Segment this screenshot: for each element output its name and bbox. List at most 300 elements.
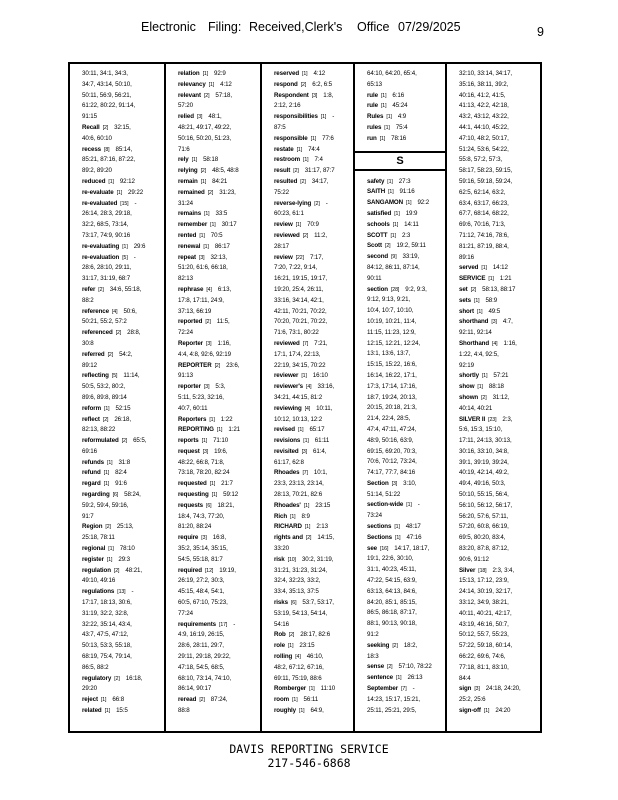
index-page-refs: 23:15 [299, 642, 315, 650]
index-page-refs: 61:11 [314, 437, 330, 445]
occurrence-count: [3] [301, 448, 308, 455]
index-entry [274, 598, 350, 609]
occurrence-count: [1] [406, 502, 412, 509]
index-word: relevant [178, 91, 201, 99]
occurrence-count: [2] [392, 642, 398, 649]
index-page-refs: 48:21, [125, 566, 142, 574]
occurrence-count: [1] [395, 534, 401, 541]
index-page-refs: 4:12 [313, 70, 326, 77]
index-word: responsibilities [274, 113, 318, 121]
index-page-refs: 11:2, [314, 231, 327, 239]
index-page-refs: 44:1, 44:10, 45:22, [459, 123, 509, 131]
index-entry [274, 706, 350, 717]
index-page-refs: 18:21, [217, 501, 235, 509]
index-page-refs: 57:21 [493, 372, 509, 380]
index-word: remain [178, 177, 198, 185]
index-page-refs: 49:4, 49:16, 50:3, [459, 480, 506, 488]
index-entry [178, 80, 257, 91]
index-entry [367, 673, 442, 684]
occurrence-count: [3] [491, 319, 497, 326]
index-page-refs: 61:22, 80:22, 91:14, [82, 102, 136, 110]
occurrence-count: [2] [314, 200, 320, 207]
index-page-refs: 55:8, 57:2, 57:3, [459, 156, 503, 164]
index-entry [178, 166, 257, 177]
index-page-refs: 59:12 [223, 491, 239, 499]
index-page-refs: 15:15, 15:22, 16:6, [367, 361, 417, 369]
index-page-refs: 45:24 [392, 102, 408, 110]
index-entry [274, 91, 350, 102]
occurrence-count: [1] [106, 556, 113, 563]
index-page-refs: 30:16, 33:10, 34:8, [459, 447, 509, 455]
index-page-refs: 2:3, 3:4, [492, 566, 514, 574]
index-entry [274, 684, 350, 695]
occurrence-count: [1] [476, 308, 483, 315]
index-page-refs: 9:2, 9:3, [405, 285, 427, 293]
index-page-refs: 40:19, 42:14, 49:2, [459, 469, 509, 477]
index-page-refs: 16:10 [312, 372, 328, 380]
index-entry [82, 695, 161, 706]
index-entry [367, 209, 442, 220]
index-page-refs: - [332, 113, 335, 121]
index-page-refs: 17:1, 17:4, 22:13, [274, 350, 321, 358]
index-page-refs: 60:23, 61:1 [274, 210, 304, 218]
index-page-refs: 10:11, [316, 404, 333, 412]
index-page-refs: 82:13, 88:22 [82, 426, 116, 434]
occurrence-count: [1] [108, 178, 114, 185]
occurrence-count: [4] [206, 286, 212, 293]
occurrence-count: [1] [103, 481, 110, 488]
index-entry [82, 307, 161, 318]
index-page-refs: 58:17, 58:23, 59:15, [459, 167, 513, 175]
index-page-refs: 14:11 [404, 220, 419, 228]
index-page-refs: 56:11 [303, 696, 319, 704]
index-page-refs: 78:16 [391, 134, 407, 142]
index-page-refs: 19:19, [219, 566, 236, 574]
index-page-refs: 11:5, [216, 318, 230, 326]
index-entry [367, 662, 442, 673]
index-column-4 [355, 64, 447, 731]
index-page-refs: 91:15 [82, 113, 97, 121]
occurrence-count: [2] [300, 81, 307, 88]
occurrence-count: [6] [112, 492, 119, 499]
index-page-refs: 84:4 [459, 674, 471, 682]
index-page-refs: 91:6 [115, 480, 127, 488]
index-page-refs: 29:3 [118, 555, 131, 563]
index-page-refs: 33:20 [274, 545, 289, 553]
occurrence-count: [3] [311, 92, 318, 99]
occurrence-count: [23] [488, 416, 497, 423]
index-word: regional [82, 545, 106, 553]
index-word: re-evaluating [82, 242, 120, 250]
index-page-refs: 16:14, 16:22, 17:1, [367, 371, 417, 379]
index-page-refs: 31:19, 32:2, 32:8, [82, 609, 129, 617]
index-page-refs: 40:7, 60:11 [178, 404, 208, 412]
index-page-refs: 4:4, 4:8, 92:6, 92:19 [178, 350, 231, 358]
occurrence-count: [1] [287, 643, 294, 650]
occurrence-count: [1] [208, 81, 215, 88]
occurrence-count: [1] [309, 686, 315, 693]
index-entry [274, 468, 350, 479]
index-page-refs: 84:12, 86:11, 87:14, [367, 263, 420, 271]
index-entry [82, 587, 161, 598]
index-page-refs: 1:21 [499, 275, 512, 283]
index-entry [178, 209, 257, 220]
index-page-refs: 16:21, 19:15, 19:17, [274, 275, 328, 283]
index-page-refs: 50:16, 50:20, 51:23, [178, 134, 232, 142]
index-page-refs: 92:2 [417, 199, 430, 207]
index-page-refs: 46:10, [306, 653, 324, 661]
occurrence-count: [2] [214, 362, 221, 369]
index-entry [459, 371, 539, 382]
index-page-refs: 4:9, 16:19, 26:15, [178, 631, 225, 639]
index-page-refs: 7:17, [309, 253, 324, 261]
index-word: restate [274, 145, 294, 153]
occurrence-count: [2] [121, 438, 128, 445]
index-page-refs: 51:14, 51:22 [367, 490, 401, 498]
occurrence-count: [28] [390, 286, 400, 293]
index-word: remained [178, 188, 205, 196]
index-page-refs: 89:16 [459, 253, 474, 261]
index-entry [274, 199, 350, 210]
occurrence-count: [17] [219, 621, 228, 628]
occurrence-count: [6] [206, 502, 212, 509]
index-page-refs: 82:13 [178, 275, 193, 283]
occurrence-count: [3] [201, 535, 207, 542]
index-page-refs: 48:21, 49:17, 49:22, [178, 123, 232, 131]
index-word: show [459, 383, 475, 391]
index-entry [367, 101, 442, 112]
index-page-refs: 85:14, [115, 145, 133, 153]
occurrence-count: [6] [290, 600, 297, 607]
index-word: referenced [82, 329, 113, 337]
occurrence-count: [12] [204, 567, 214, 574]
index-page-refs: 32:15, [114, 123, 131, 131]
index-page-refs: 74:4 [308, 145, 320, 153]
index-entry [367, 177, 442, 188]
index-page-refs: 69:11, 75:19, 88:6 [274, 674, 322, 682]
index-entry [274, 436, 350, 447]
index-entry [178, 317, 257, 328]
occurrence-count: [1] [488, 276, 494, 283]
index-page-refs: 18:2, [403, 641, 418, 649]
index-page-refs: 57:18, [215, 91, 233, 99]
index-word: shown [459, 393, 479, 401]
occurrence-count: [1] [396, 675, 402, 682]
index-page-refs: - [412, 685, 415, 693]
index-word: rights and [274, 534, 303, 542]
index-entry [82, 404, 161, 415]
occurrence-count: [2] [203, 92, 210, 99]
index-word: section [367, 285, 388, 293]
index-page-refs: 58:18 [203, 156, 219, 164]
index-entry [178, 91, 257, 102]
occurrence-count: [3] [202, 448, 209, 455]
occurrence-count: [1] [108, 546, 114, 553]
index-entry [274, 80, 350, 91]
index-page-refs: - [134, 199, 137, 207]
occurrence-count: [3] [474, 686, 480, 693]
index-page-refs: 31:12, [492, 393, 510, 401]
index-page-refs: 40:16, 41:2, 41:5, [459, 91, 506, 99]
index-page-refs: 18:7, 19:24, 20:13, [367, 393, 417, 401]
index-page-refs: 81:21, 87:19, 88:4, [459, 242, 509, 250]
index-page-refs: 48:22, 66:8, 71:8, [178, 458, 225, 466]
occurrence-count: [1] [216, 427, 223, 434]
index-page-refs: 28:17, 82:6 [300, 631, 331, 639]
occurrence-count: [1] [199, 232, 205, 239]
occurrence-count: [2] [200, 168, 207, 175]
index-page-refs: 5:11, 5:23, 32:16, [178, 393, 224, 401]
index-word: reporter [178, 383, 201, 391]
index-entry [274, 145, 350, 156]
occurrence-count: [2] [102, 416, 109, 423]
index-entry [274, 177, 350, 188]
index-entry [178, 695, 257, 706]
index-word: Rules [367, 113, 384, 121]
index-word: re-evaluated [82, 199, 118, 207]
occurrence-count: [1] [210, 222, 216, 229]
index-word: renewal [178, 242, 201, 250]
index-word: REPORTING [178, 426, 214, 434]
index-entry [178, 490, 257, 501]
index-page-refs: 3:10, [403, 479, 417, 487]
index-page-refs: 59:16, 59:18, 59:24, [459, 177, 513, 185]
index-entry [459, 393, 539, 404]
index-page-refs: 49:10, 49:16 [82, 577, 116, 585]
index-entry [82, 371, 161, 382]
index-word: satisfied [367, 209, 392, 217]
index-word: run [367, 134, 377, 142]
index-page-refs: 70:5 [210, 231, 223, 239]
index-page-refs: 57:20, 60:8, 66:19, [459, 523, 509, 531]
index-word: room [274, 696, 290, 704]
index-word: reports [178, 437, 199, 445]
index-page-refs: 85:21, 87:16, 87:22, [82, 156, 136, 164]
index-page-refs: 89:6, 89:8, 89:14 [82, 393, 127, 401]
index-entry [82, 490, 161, 501]
index-word: SAITH [367, 188, 386, 196]
occurrence-count: [3] [198, 254, 205, 261]
index-column-1 [70, 64, 166, 731]
index-page-refs: 91:13 [178, 372, 193, 380]
index-page-refs: 48:2, 67:12, 67:16, [274, 663, 324, 671]
occurrence-count: [1] [290, 513, 296, 520]
index-word: Reporter [178, 339, 203, 347]
index-entry [82, 350, 161, 361]
index-column-5 [447, 64, 542, 731]
index-entry [459, 706, 539, 717]
index-entry [274, 404, 350, 415]
index-word: shorthand [459, 318, 489, 326]
index-page-refs: 71:12, 74:16, 78:6, [459, 231, 509, 239]
index-page-refs: 10:19, 10:21, 11:4, [367, 317, 417, 325]
index-entry [459, 415, 539, 426]
index-word: reflect [82, 415, 100, 423]
index-page-refs: 50:5, 53:2, 80:2, [82, 383, 126, 391]
index-entry [274, 447, 350, 458]
index-entry [367, 112, 442, 123]
occurrence-count: [1] [107, 459, 113, 466]
index-page-refs: 17:17, 18:13, 30:6, [82, 599, 132, 607]
index-entry [178, 155, 257, 166]
index-page-refs: 37:13, 66:19 [178, 307, 212, 315]
index-page-refs: 87:5 [274, 123, 286, 131]
occurrence-count: [3] [391, 480, 398, 487]
index-page-refs: 21:7 [221, 480, 233, 488]
index-entry [82, 242, 161, 253]
index-word: risks [274, 599, 288, 607]
index-word: reform [82, 404, 101, 412]
index-page-refs: 48:1, [208, 113, 222, 121]
index-entry [274, 382, 350, 393]
index-word: roughly [274, 707, 296, 715]
index-page-refs: 53:7, 53:17, [302, 599, 334, 607]
index-word: required [178, 566, 202, 574]
index-page-refs: 73:24 [367, 512, 382, 520]
index-entry [178, 382, 257, 393]
index-word: refunds [82, 458, 104, 466]
index-word: revisions [274, 437, 301, 445]
index-word: related [82, 707, 102, 715]
index-page-refs: 29:20 [82, 685, 97, 693]
index-page-refs: 81:20, 88:24 [178, 523, 212, 531]
index-page-refs: 17:11, 24:13, 30:13, [459, 437, 512, 445]
filing-header [0, 20, 618, 40]
index-page-refs: 20:15, 20:18, 21:3, [367, 404, 417, 412]
occurrence-count: [2] [207, 189, 214, 196]
index-entry [459, 684, 539, 695]
index-page-refs: 58:13, 88:17 [482, 285, 516, 293]
index-page-refs: 15:13, 17:12, 23:9, [459, 577, 509, 585]
index-page-refs: 84:21 [212, 177, 228, 185]
index-word: register [82, 555, 104, 563]
index-page-refs: 19:1, 22:6, 30:10, [367, 555, 414, 563]
index-word: regarding [82, 491, 110, 499]
index-word: reserved [274, 70, 300, 77]
index-page-refs: 43:7, 47:5, 47:12, [82, 631, 129, 639]
index-word: reflecting [82, 372, 109, 380]
index-page-refs: 39:1, 39:19, 39:24, [459, 458, 509, 466]
header-filing: Filing: [208, 20, 242, 34]
index-page-refs: 65:13 [367, 80, 382, 88]
index-page-refs: 34:21, 44:15, 81:2 [274, 393, 323, 401]
index-word: reviewed [274, 231, 300, 239]
index-page-refs: 91:16 [399, 188, 415, 196]
index-page-refs: 14:12 [492, 264, 508, 272]
index-entry [178, 415, 257, 426]
occurrence-count: [3] [206, 340, 212, 347]
index-page-refs: 61:4, [313, 447, 327, 455]
index-page-refs: 26:18, [114, 415, 131, 423]
footer-service-name: DAVIS REPORTING SERVICE [229, 742, 389, 756]
index-word: reformulated [82, 437, 119, 445]
index-page-refs: - [417, 501, 420, 509]
index-entry [178, 361, 257, 372]
occurrence-count: [1] [100, 697, 107, 704]
index-word: regard [82, 480, 101, 488]
index-page-refs: 30:11, 34:1, 34:3, [82, 70, 128, 77]
index-entry [274, 155, 350, 166]
index-word: Recall [82, 123, 100, 131]
index-page-refs: 34:17, [311, 177, 329, 185]
index-word: Silver [459, 566, 476, 574]
index-page-refs: 64:9, [310, 707, 324, 715]
occurrence-count: [5] [111, 373, 118, 380]
index-page-refs: 26:14, 28:3, 29:18, [82, 210, 132, 218]
header-electronic: Electronic [141, 20, 196, 34]
index-word: request [178, 447, 200, 455]
index-page-refs: 52:15 [115, 404, 131, 412]
index-page-refs: 2:3 [401, 231, 411, 239]
index-page-refs: 23:3, 23:13, 23:14, [274, 480, 324, 488]
index-word: refund [82, 469, 101, 477]
index-page-refs: 50:6, [123, 307, 137, 315]
occurrence-count: [2] [114, 675, 120, 682]
occurrence-count: [4] [304, 405, 311, 412]
index-entry [178, 533, 257, 544]
index-entry [178, 220, 257, 231]
index-word: role [274, 642, 285, 650]
index-word: reference [82, 307, 109, 315]
index-page-refs: - [325, 199, 328, 207]
index-word: re-evaluate [82, 188, 114, 196]
occurrence-count: [1] [104, 708, 111, 715]
index-page-refs: 54:5, 55:18, 81:7 [178, 555, 223, 563]
index-page-refs: 14:17, 18:17, [394, 544, 430, 552]
occurrence-count: [1] [204, 211, 210, 218]
header-office: Office [357, 20, 390, 34]
index-word: reviewing [274, 404, 302, 412]
index-page-refs: 83:20, 87:8, 87:12, [459, 545, 509, 553]
occurrence-count: [1] [477, 384, 483, 391]
index-page-refs: 33:5 [215, 210, 228, 218]
index-page-refs: 2:3, [502, 415, 513, 423]
index-entry [82, 522, 161, 533]
index-entry [274, 630, 350, 641]
index-page-refs: 23:6, [226, 361, 240, 369]
index-word: reduced [82, 177, 106, 185]
index-word: rephrase [178, 285, 204, 293]
index-entry [82, 468, 161, 479]
occurrence-count: [1] [481, 265, 487, 272]
occurrence-count: [1] [299, 708, 305, 715]
index-page-refs: 50:21, 55:2, 57:2 [82, 318, 127, 326]
index-page-refs: 25:11, 25:21, 29:5, [367, 706, 417, 714]
index-entry [82, 285, 161, 296]
index-page-refs: 59:2, 59:4, 59:16, [82, 501, 129, 509]
index-page-refs: 47:18, 54:5, 68:5, [178, 663, 225, 671]
index-page-refs: 28:6, 28:11, 29:7, [178, 642, 224, 650]
occurrence-count: [1] [390, 232, 396, 239]
index-page-refs: 7:4 [314, 156, 323, 164]
occurrence-count: [2] [293, 168, 299, 175]
index-page-refs: 16:8, [212, 534, 227, 542]
index-word: refer [82, 285, 96, 293]
index-entry [178, 479, 257, 490]
index-page-refs: 33:19, [402, 253, 420, 261]
index-page-refs: 45:15, 48:4, 54:1, [178, 588, 225, 596]
occurrence-count: [7] [302, 470, 308, 477]
index-word: schools [367, 220, 390, 228]
index-word: risk [274, 555, 285, 563]
index-page-refs: - [133, 253, 136, 261]
index-word: Rob [274, 631, 286, 639]
index-entry [367, 123, 442, 134]
index-entry [82, 415, 161, 426]
index-entry [274, 371, 350, 382]
index-page-refs: 13:1, 13:6, 13:7, [367, 350, 411, 358]
occurrence-count: [13] [117, 589, 126, 596]
